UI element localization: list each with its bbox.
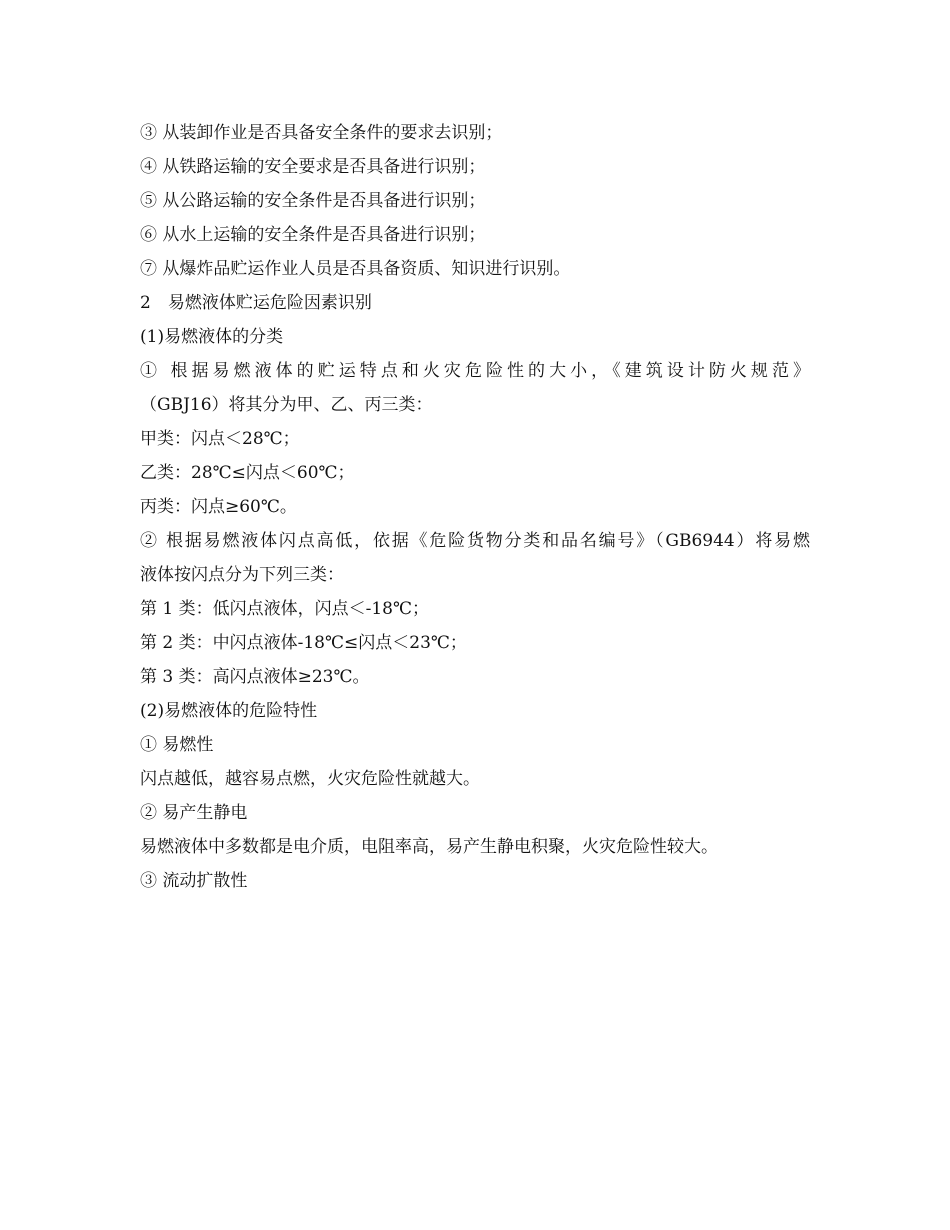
text-line: ② 易产生静电: [140, 803, 248, 823]
section-heading: 2 易燃液体贮运危险因素识别: [140, 293, 372, 313]
text-line: 液体按闪点分为下列三类：: [140, 565, 344, 585]
text-line: 丙类：闪点≥60℃。: [140, 497, 297, 517]
text-line: ④ 从铁路运输的安全要求是否具备进行识别；: [140, 157, 486, 177]
subsection-heading: (1)易燃液体的分类: [140, 327, 284, 347]
text-line: ⑦ 从爆炸品贮运作业人员是否具备资质、知识进行识别。: [140, 259, 571, 279]
text-line: 乙类：28℃≤闪点＜60℃；: [140, 463, 355, 483]
text-line: ⑥ 从水上运输的安全条件是否具备进行识别；: [140, 225, 486, 245]
text-line: 易燃液体中多数都是电介质，电阻率高，易产生静电积聚，火灾危险性较大。: [140, 837, 718, 857]
subsection-heading: (2)易燃液体的危险特性: [140, 701, 318, 721]
text-line: 甲类：闪点＜28℃；: [140, 429, 300, 449]
document-body: [140, 116, 820, 898]
text-line: 第 2 类：中闪点液体-18℃≤闪点＜23℃；: [140, 633, 467, 653]
text-line: ③ 流动扩散性: [140, 871, 248, 891]
text-line: ⑤ 从公路运输的安全条件是否具备进行识别；: [140, 191, 486, 211]
text-line: ② 根据易燃液体闪点高低，依据《危险货物分类和品名编号》（GB6944）将易燃: [140, 531, 810, 551]
text-line: ③ 从装卸作业是否具备安全条件的要求去识别；: [140, 123, 503, 143]
text-line: 第 3 类：高闪点液体≥23℃。: [140, 667, 370, 687]
text-line: ① 根据易燃液体的贮运特点和火灾危险性的大小，《建筑设计防火规范》: [140, 361, 810, 381]
text-line: （GBJ16）将其分为甲、乙、丙三类：: [140, 395, 433, 415]
text-line: 第 1 类：低闪点液体，闪点＜-18℃；: [140, 599, 430, 619]
text-line: 闪点越低，越容易点燃，火灾危险性就越大。: [140, 769, 480, 789]
text-line: ① 易燃性: [140, 735, 214, 755]
